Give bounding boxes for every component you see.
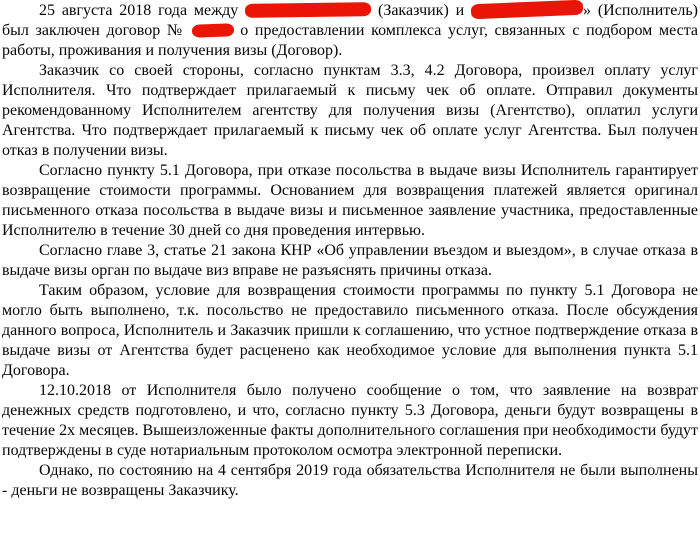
redaction-fill (191, 23, 233, 37)
paragraph: Заказчик со своей стороны, согласно пунктам 3.3, 4.2 Договора, произвел оплату услуг Исполнителя. Что подтверждает прилагаемый к письму чек об оплате. Отправил документы рекомендованному Исполнителем агентству для получения визы (Агентство), оплатил услуги Агентства. Что подтверждает прилагаемый к письму чек об оплате услуг Агентства. Был получен отказ в получении визы. (2, 62, 698, 159)
paragraph: 12.10.2018 от Исполнителя было получено сообщение о том, что заявление на возврат денежных средств подготовлено, и что, согласно пункту 5.3 Договора, деньги будут возвращены в течение 2х месяцев. Вышеизложенные факты дополнительного соглашения при необходимости будут подтверждены в суде нотариальным протоколом осмотра электронной переписки. (2, 382, 698, 459)
redaction-box (192, 24, 234, 37)
redaction-fill (245, 2, 371, 18)
paragraph: Таким образом, условие для возвращения стоимости программы по пункту 5.1 Договора не могло быть выполнено, т.к. посольство не предоставило письменного отказа. После обсуждения данного вопроса, Исполнитель и Заказчик пришли к соглашению, что устное подтверждение отказа в выдаче визы от Агентства будет расценено как необходимое условие для выполнения пункта 5.1 Договора. (2, 282, 698, 379)
paragraph: 25 августа 2018 года между (Заказчик) и » (Исполнитель) был заключен договор № о предоставлении комплекса услуг, связанных с подбором места работы, проживания и получения визы (Договор). (2, 1, 698, 61)
redaction-box (471, 2, 583, 17)
paragraph: Согласно главе 3, статье 21 закона КНР «Об управлении въездом и выездом», в случае отказа в выдаче визы орган по выдаче виз вправе не разъяснять причины отказа. (2, 242, 698, 279)
paragraph: Однако, по состоянию на 4 сентября 2019 года обязательства Исполнителя не были выполнены - деньги не возвращены Заказчику. (2, 462, 698, 499)
redaction-box (245, 3, 371, 17)
redaction-fill (471, 0, 584, 19)
paragraph: Согласно пункту 5.1 Договора, при отказе посольства в выдаче визы Исполнитель гарантирует возвращение стоимости программы. Основанием для возвращения платежей является оригинал письменного отказа посольства в выдаче визы и письменное заявление участника, предоставленные Исполнителю в течение 30 дней со дня проведения интервью. (2, 162, 698, 239)
